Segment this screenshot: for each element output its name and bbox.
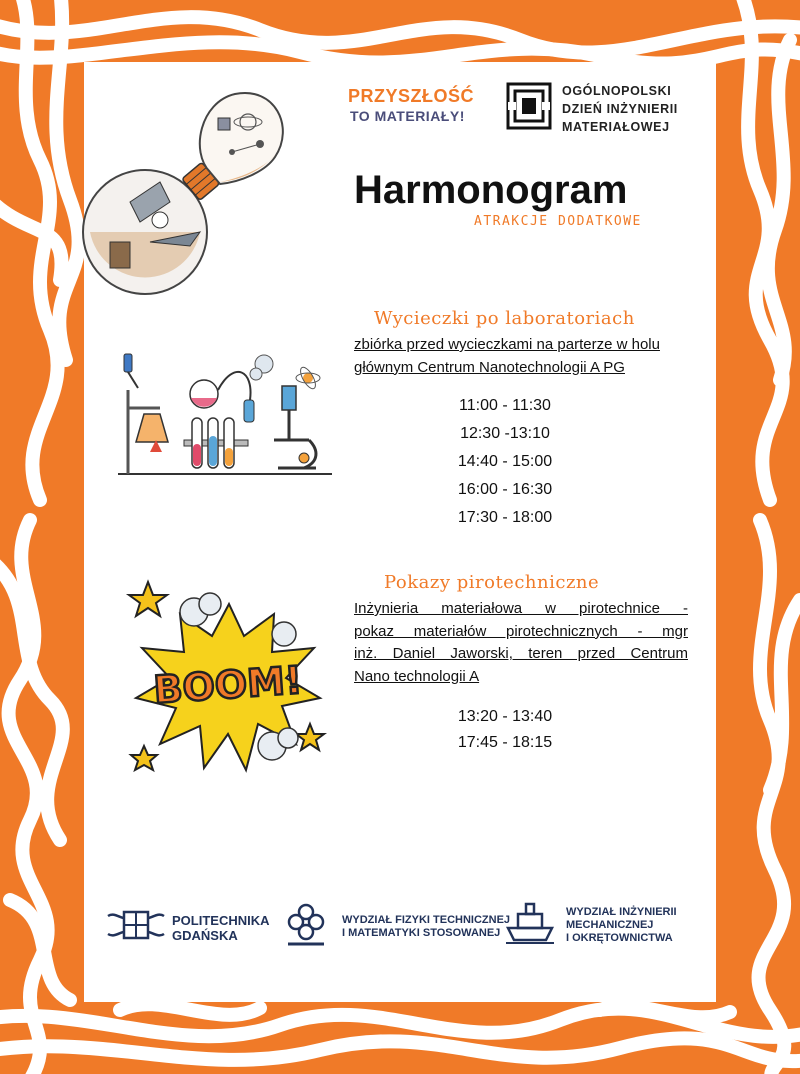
section-title-labs: Wycieczki po laboratoriach <box>374 308 635 329</box>
section-description-pyro <box>354 598 688 688</box>
page-title: Harmonogram <box>354 168 628 212</box>
section-title-pyro: Pokazy pirotechniczne <box>384 572 600 593</box>
page-subtitle: ATRAKCJE DODATKOWE <box>474 214 642 229</box>
description-line: zbiórka przed wycieczkami na parterze w holu <box>354 336 660 353</box>
wftims-logo-icon <box>282 900 330 950</box>
wimio-line2: MECHANICZNEJ <box>566 919 654 931</box>
time-slot: 13:20 - 13:40 <box>457 708 553 725</box>
boom-illustration <box>124 574 334 784</box>
pg-name <box>172 913 270 943</box>
time-slot: 14:40 - 15:00 <box>457 453 553 470</box>
wftims-line2: I MATEMATYKI STOSOWANEJ <box>342 927 501 939</box>
description-line: Inżynieria materiałowa w pirotechnice - <box>354 600 688 617</box>
description-line: pokaz materiałów pirotechnicznych - mgr <box>354 622 688 640</box>
brand-line1: PRZYSZŁOŚĆ <box>348 86 475 106</box>
time-slot: 17:30 - 18:00 <box>457 509 553 526</box>
content-card <box>84 62 716 1002</box>
description-line: Nano technologii A <box>354 667 480 685</box>
time-slot: 17:45 - 18:15 <box>457 734 553 751</box>
event-line3: MATERIAŁOWEJ <box>562 120 670 134</box>
time-slot: 16:00 - 16:30 <box>457 481 553 498</box>
wftims-line1: WYDZIAŁ FIZYKI TECHNICZNEJ <box>342 914 511 926</box>
time-slot: 12:30 -13:10 <box>460 425 550 442</box>
pg-line1: POLITECHNIKA <box>172 913 270 928</box>
wimio-name <box>566 906 677 945</box>
wimio-line3: I OKRĘTOWNICTWA <box>566 932 673 944</box>
boom-text: BOOM! <box>152 657 304 713</box>
laboratory-illustration <box>114 350 336 478</box>
description-line: inż. Daniel Jaworski, teren przed Centrum <box>354 645 688 662</box>
description-line: głównym Centrum Nanotechnologii A PG <box>354 358 625 376</box>
times-list-labs <box>420 392 590 532</box>
wimio-ship-icon <box>504 900 556 944</box>
pg-crest-icon <box>106 908 166 942</box>
event-line2: DZIEŃ INŻYNIERII <box>562 102 678 116</box>
wftims-name <box>342 914 510 940</box>
time-slot: 11:00 - 11:30 <box>459 397 551 414</box>
section-description-labs <box>354 334 698 379</box>
brand-line2: TO MATERIAŁY! <box>350 108 465 124</box>
wimio-line1: WYDZIAŁ INŻYNIERII <box>566 906 677 918</box>
lightbulb-illustration <box>70 82 290 302</box>
odim-logo-icon <box>506 82 552 130</box>
event-name <box>562 82 678 136</box>
pg-line2: GDAŃSKA <box>172 928 238 943</box>
event-line1: OGÓLNOPOLSKI <box>562 84 672 98</box>
times-list-pyro <box>420 704 590 756</box>
